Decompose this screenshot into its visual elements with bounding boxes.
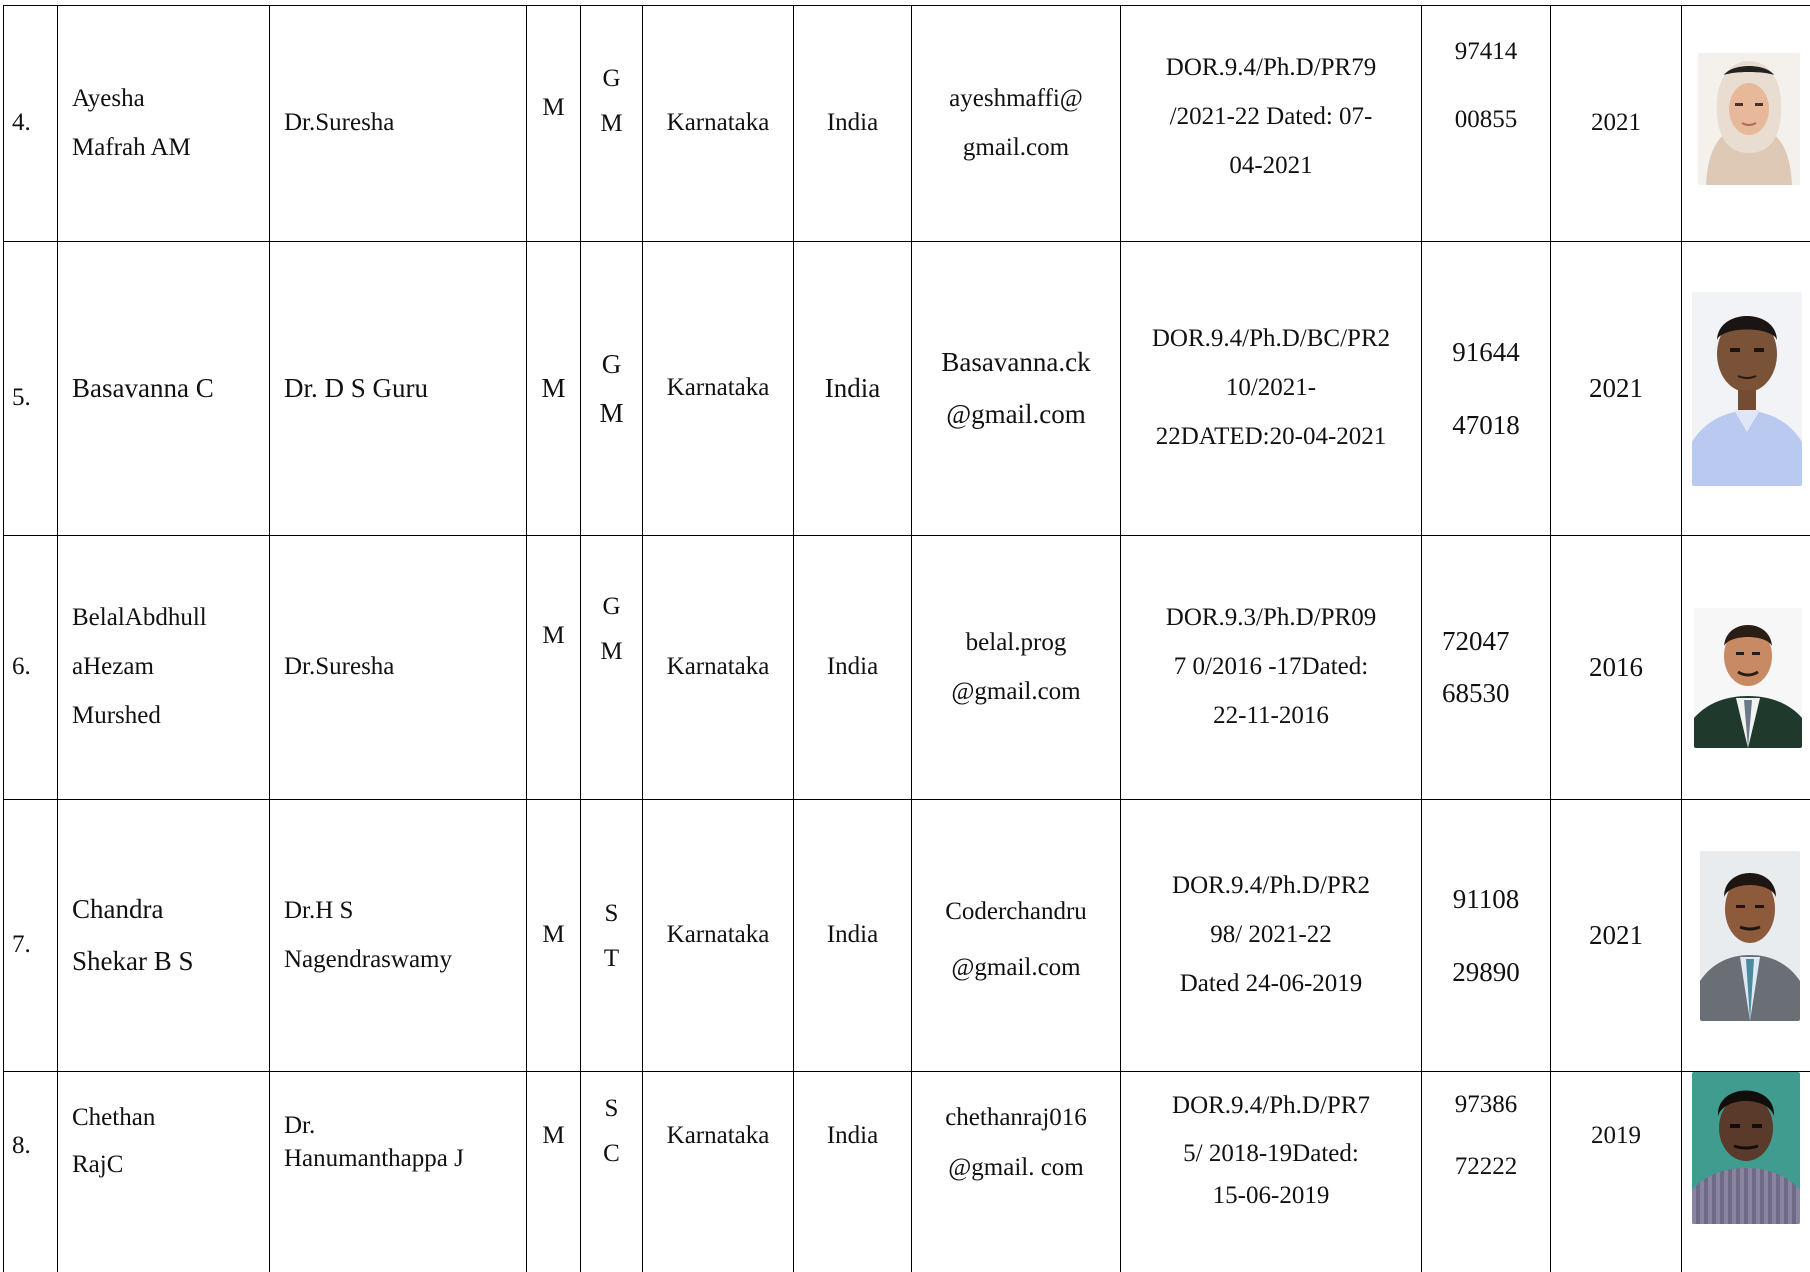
gender: M	[527, 536, 581, 800]
scholar-name: BelalAbdhull aHezam Murshed	[58, 536, 270, 800]
country: India	[794, 536, 912, 800]
row-number: 5.	[4, 242, 58, 536]
scholar-name: Chethan RajC	[58, 1072, 270, 1272]
year: 2021	[1551, 242, 1682, 536]
scholar-name: Basavanna C	[58, 242, 270, 536]
gender: M	[527, 242, 581, 536]
phone-number: 97414 00855	[1422, 6, 1551, 242]
guide-name: Dr. Hanumanthappa J	[270, 1072, 527, 1272]
gender: M	[527, 800, 581, 1072]
year: 2021	[1551, 6, 1682, 242]
photo-cell	[1682, 1072, 1810, 1272]
scholar-photo-male-checked-icon	[1692, 1072, 1800, 1224]
state: Karnataka	[643, 6, 794, 242]
country: India	[794, 6, 912, 242]
year: 2019	[1551, 1072, 1682, 1272]
email: Coderchandru @gmail.com	[912, 800, 1121, 1072]
table-row	[4, 6, 1810, 242]
state: Karnataka	[643, 800, 794, 1072]
row-number: 4.	[4, 6, 58, 242]
email: Basavanna.ck @gmail.com	[912, 242, 1121, 536]
registration-order: DOR.9.3/Ph.D/PR09 7 0/2016 -17Dated: 22-11-2016	[1121, 536, 1422, 800]
table-row	[4, 536, 1810, 800]
scholar-photo-male-suit-icon	[1694, 608, 1802, 748]
photo-cell	[1682, 6, 1810, 242]
phone-number: 97386 72222	[1422, 1072, 1551, 1272]
guide-name: Dr.Suresha	[270, 536, 527, 800]
registration-order: DOR.9.4/Ph.D/PR2 98/ 2021-22 Dated 24-06-2019	[1121, 800, 1422, 1072]
category: G M	[581, 536, 643, 800]
guide-name: Dr.Suresha	[270, 6, 527, 242]
row-number: 7.	[4, 800, 58, 1072]
table-row	[4, 242, 1810, 536]
registration-order: DOR.9.4/Ph.D/PR7 5/ 2018-19Dated: 15-06-2019	[1121, 1072, 1422, 1272]
registration-order: DOR.9.4/Ph.D/PR79 /2021-22 Dated: 07- 04-2021	[1121, 6, 1422, 242]
state: Karnataka	[643, 536, 794, 800]
row-number: 6.	[4, 536, 58, 800]
registration-order: DOR.9.4/Ph.D/BC/PR2 10/2021- 22DATED:20-04-2021	[1121, 242, 1422, 536]
year: 2021	[1551, 800, 1682, 1072]
category: S C	[581, 1072, 643, 1272]
phone-number: 72047 68530	[1422, 536, 1551, 800]
gender: M	[527, 1072, 581, 1272]
table-row	[4, 1072, 1810, 1272]
year: 2016	[1551, 536, 1682, 800]
gender: M	[527, 6, 581, 242]
email: belal.prog @gmail.com	[912, 536, 1121, 800]
scholar-photo-male-suit-grey-icon	[1700, 851, 1800, 1021]
photo-cell	[1682, 800, 1810, 1072]
phone-number: 91644 47018	[1422, 242, 1551, 536]
category: S T	[581, 800, 643, 1072]
photo-cell	[1682, 242, 1810, 536]
table-row	[4, 800, 1810, 1072]
country: India	[794, 242, 912, 536]
category: G M	[581, 6, 643, 242]
scholar-photo-male-shirt-icon	[1692, 292, 1802, 486]
photo-cell	[1682, 536, 1810, 800]
category: G M	[581, 242, 643, 536]
scholar-name: Ayesha Mafrah AM	[58, 6, 270, 242]
guide-name: Dr. D S Guru	[270, 242, 527, 536]
email: chethanraj016 @gmail. com	[912, 1072, 1121, 1272]
row-number: 8.	[4, 1072, 58, 1272]
scholars-table	[3, 5, 1810, 1272]
phone-number: 91108 29890	[1422, 800, 1551, 1072]
guide-name: Dr.H S Nagendraswamy	[270, 800, 527, 1072]
state: Karnataka	[643, 1072, 794, 1272]
state: Karnataka	[643, 242, 794, 536]
email: ayeshmaffi@ gmail.com	[912, 6, 1121, 242]
country: India	[794, 800, 912, 1072]
country: India	[794, 1072, 912, 1272]
scholar-name: Chandra Shekar B S	[58, 800, 270, 1072]
scholar-photo-female-hijab-icon	[1698, 53, 1800, 185]
